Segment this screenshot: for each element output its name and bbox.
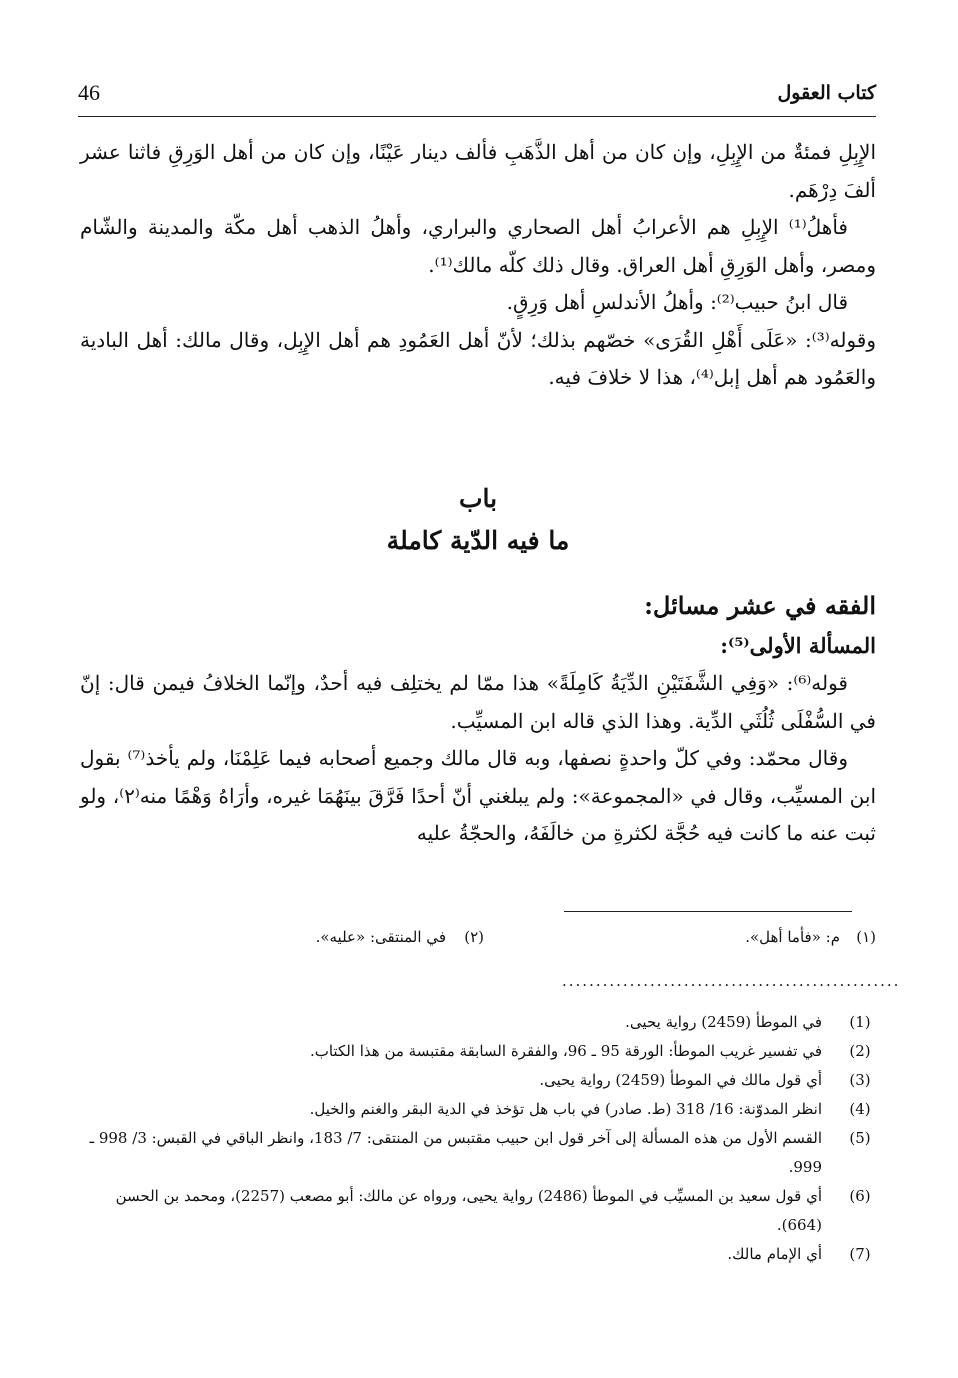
footnote-text: في تفسير غريب الموطأ: الورقة 95 ـ 96، والفقرة السابقة مقتبسة من هذا الكتاب. <box>309 1042 822 1060</box>
fiqh-heading: الفقه في عشر مسائل: <box>644 591 876 620</box>
footnote <box>80 1037 876 1066</box>
main-text-bottom <box>80 585 876 853</box>
variant-note-text: م: «فأما أهل». <box>745 928 840 946</box>
section-title: ما فيه الدّية كاملة <box>386 526 570 555</box>
main-text-top <box>80 134 876 397</box>
book-title: كتاب العقول <box>777 82 876 104</box>
variant-note-number: (١) <box>856 928 876 946</box>
paragraph: قال ابنُ حبيب⁽²⁾: وأهلُ الأندلسِ أهل وَرِقٍ. <box>506 290 848 314</box>
paragraph: وقال محمّد: وفي كلّ واحدةٍ نصفها، وبه قال مالك وجميع أصحابه فيما عَلِمْنَا، ولم يأخذ⁽⁷⁾ بقول ابن المسيِّب، وقال في «المجموعة»: ولم يبلغني أنّ أحدًا فَرَّقَ بينَهُمَا غيره، وأرَاهُ وَهْمًا منه⁽٢⁾، ولو ثبت عنه ما كانت فيه حُجَّة لكثرةِ من خالَفَهُ، والحجّةُ عليه <box>80 746 877 845</box>
footnote-number: (1) <box>849 1013 871 1031</box>
footnote <box>80 1240 876 1269</box>
running-header <box>78 80 876 114</box>
footnote-text: انظر المدوّنة: 16/ 318 (ط. صادر) في باب هل تؤخذ في الدية البقر والغنم والخيل. <box>309 1100 822 1118</box>
footnote-text: أي قول سعيد بن المسيِّب في الموطأ (2486) رواية يحيى، ورواه عن مالك: أبو مصعب (2257)، ومحمد بن الحسن (664). <box>115 1187 822 1234</box>
variant-note-text: في المنتقى: «عليه». <box>315 928 446 946</box>
footnote-rule <box>564 911 852 912</box>
paragraph: الإِبِلِ فمئةٌ من الإِبِلِ، وإن كان من أهل الذَّهَبِ فألف دينار عَيْنًا، وإن كان من أهل الوَرِقِ فاثنا عشر ألفَ دِرْهَم. <box>80 140 876 202</box>
page-number: 46 <box>78 80 100 105</box>
variant-notes <box>80 928 876 958</box>
footnote-number: (5) <box>849 1129 871 1147</box>
footnote-text: أي الإمام مالك. <box>727 1245 822 1263</box>
footnote <box>80 1124 876 1182</box>
dotted-divider: .................................................. <box>562 972 901 990</box>
masala-heading: المسألة الأولى⁽⁵⁾: <box>720 633 876 658</box>
footnote-text: في الموطأ (2459) رواية يحيى. <box>625 1013 822 1031</box>
footnote-number: (4) <box>849 1100 871 1118</box>
header-rule <box>78 116 876 117</box>
footnote <box>80 1182 876 1240</box>
footnote-number: (6) <box>849 1187 871 1205</box>
footnote-number: (3) <box>849 1071 871 1089</box>
footnote-text: القسم الأول من هذه المسألة إلى آخر قول ابن حبيب مقتبس من المنتقى: 7/ 183، وانظر الباقي في القبس: 3/ 998 ـ 999. <box>89 1129 822 1176</box>
section-heading <box>80 478 876 562</box>
footnote <box>80 1095 876 1124</box>
footnote-text: أي قول مالك في الموطأ (2459) رواية يحيى. <box>539 1071 822 1089</box>
footnotes <box>80 1008 876 1269</box>
paragraph: قوله⁽⁶⁾: «وَفِي الشَّفَتَيْنِ الدِّيَةُ كَامِلَةً» هذا ممّا لم يختلِف فيه أحدٌ، وإنّما الخلافُ فيمن قال: إنّ في السُّفْلَى ثُلُثَي الدِّية. وهذا الذي قاله ابن المسيِّب. <box>80 671 876 733</box>
footnote-number: (7) <box>849 1245 871 1263</box>
paragraph: وقوله⁽³⁾: «عَلَى أَهْلِ القُرَى» خصّهم بذلك؛ لأنّ أهل العَمُودِ هم أهل الإِبِل، وقال مالك: أهل البادية والعَمُود هم أهل إبل⁽⁴⁾، هذا لا خلافَ فيه. <box>80 327 876 389</box>
footnote <box>80 1008 876 1037</box>
footnote <box>80 1066 876 1095</box>
section-label: باب <box>458 484 498 513</box>
variant-note-number: (٢) <box>464 928 484 946</box>
footnote-number: (2) <box>849 1042 871 1060</box>
paragraph: فأهلُ⁽¹⁾ الإِبِلِ هم الأعرابُ أهل الصحاري والبراري، وأهلُ الذهب أهل مكّة والمدينة والشّام ومصر، وأهل الوَرِقِ أهل العراق. وقال ذلك كلّه مالك⁽¹⁾. <box>80 215 876 277</box>
